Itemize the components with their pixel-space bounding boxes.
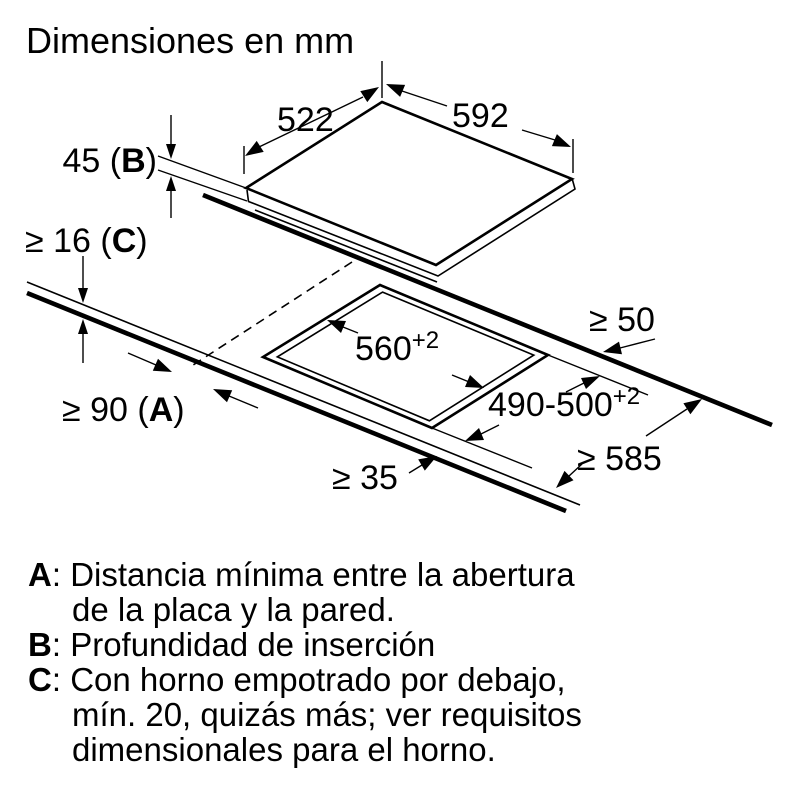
dim-line	[452, 375, 468, 382]
dim-line	[481, 425, 499, 434]
legend-sep: :	[51, 556, 71, 593]
dim-label-35: ≥ 35	[332, 459, 398, 497]
dim-label-560: $560^{+2}$	[355, 327, 440, 368]
legend-text: Con horno empotrado por debajo,	[70, 661, 566, 698]
arrowhead	[418, 456, 437, 471]
arrowhead	[465, 428, 484, 441]
legend-item-C	[28, 662, 778, 697]
hob-rim-edge	[247, 180, 575, 276]
legend-text: Distancia mínima entre la abertura	[70, 556, 575, 593]
dim-label-490-500: $490-500^{+2}$	[488, 383, 641, 424]
legend-key: A	[28, 556, 52, 593]
arrowhead	[166, 144, 176, 159]
arrowhead	[386, 84, 405, 97]
hob-body-edge	[255, 210, 437, 282]
page-title: Dimensiones en mm	[26, 20, 355, 61]
arrowhead	[327, 320, 346, 333]
dim-line	[402, 91, 447, 106]
dim-line	[646, 409, 687, 436]
legend-item-B	[28, 627, 778, 662]
arrowhead	[683, 399, 702, 414]
legend-text: dimensionales para el horno.	[72, 731, 496, 768]
legend-item-A	[28, 557, 778, 592]
dim-line	[620, 339, 655, 348]
dim-592	[386, 84, 573, 173]
dim-line	[409, 465, 422, 473]
dim-16-C	[25, 222, 148, 363]
arrowhead	[213, 389, 232, 402]
dim-35	[332, 456, 437, 497]
dim-label-592: 592	[452, 97, 509, 135]
arrowhead	[360, 87, 379, 102]
dim-label-16C: ≥ 16 (C)	[25, 222, 148, 260]
legend-sep: :	[51, 626, 71, 663]
dim-label-90A: ≥ 90 (A)	[62, 391, 185, 429]
arrowhead	[78, 319, 88, 334]
dim-50	[589, 301, 655, 354]
dim-522	[244, 61, 382, 174]
legend	[28, 557, 778, 767]
arrowhead	[552, 134, 571, 147]
dim-label-45B: 45 (B)	[62, 142, 157, 180]
legend-text: Profundidad de inserción	[70, 626, 436, 663]
dim-label-50: ≥ 50	[589, 301, 655, 339]
dim-line	[229, 396, 258, 408]
legend-key: C	[28, 661, 52, 698]
legend-text: mín. 20, quizás más; ver requisitos	[72, 696, 582, 733]
legend-key: B	[28, 626, 52, 663]
legend-sep: :	[51, 661, 71, 698]
dim-90-A	[62, 353, 258, 429]
arrowhead	[166, 176, 176, 191]
legend-text: de la placa y la pared.	[72, 591, 395, 628]
arrowhead	[465, 375, 484, 388]
dim-line	[522, 130, 555, 140]
dim-label-585: ≥ 585	[577, 440, 662, 478]
arrowhead	[153, 359, 172, 372]
arrowhead	[245, 141, 264, 156]
dim-label-522: 522	[277, 101, 334, 139]
arrowhead	[78, 288, 88, 303]
dim-560	[327, 320, 484, 388]
arrowhead	[603, 342, 622, 355]
dim-line	[128, 353, 156, 365]
